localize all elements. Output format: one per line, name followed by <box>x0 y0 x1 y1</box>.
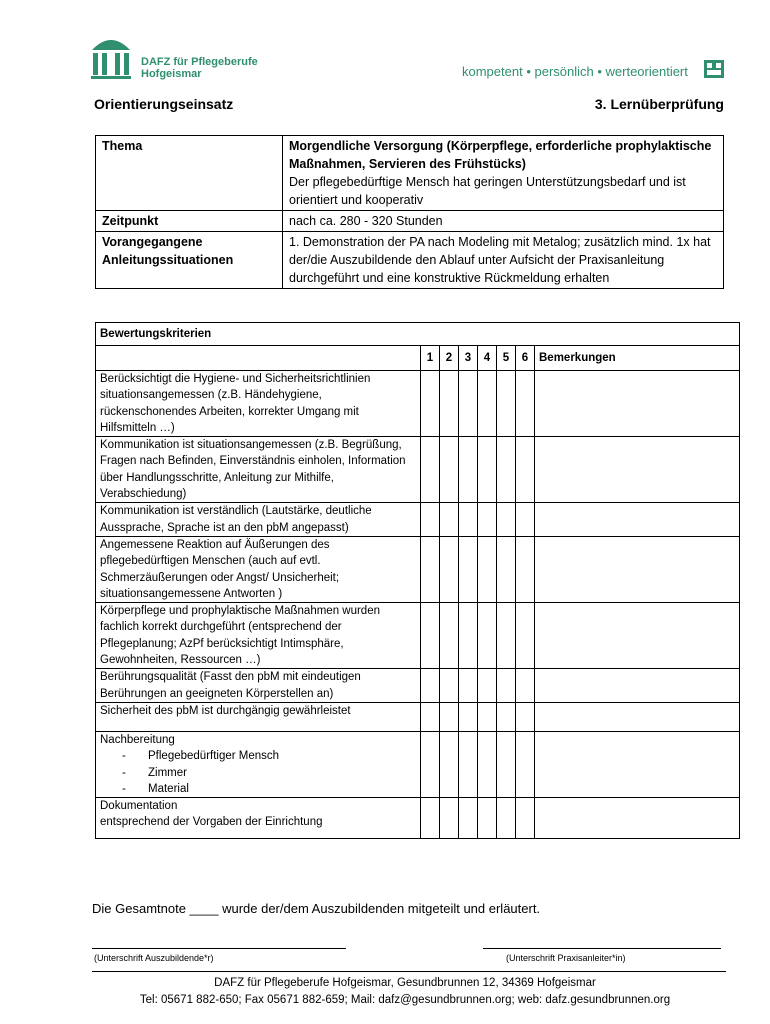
grade-cell[interactable] <box>478 603 497 669</box>
list-item: - Pflegebedürftiger Mensch <box>122 750 280 763</box>
vorher-label: Vorangegangene Anleitungssituationen <box>96 232 283 289</box>
criterion-reaktion: Angemessene Reaktion auf Äußerungen des pflegebedürftigen Menschen (auch auf evtl. Schmerzäußerungen oder Angst/ Unsicherheit; situationsangemessene Antworten ) <box>96 536 421 602</box>
grade-cell[interactable] <box>516 437 535 503</box>
table-row <box>96 371 740 437</box>
grade-cell[interactable] <box>459 536 478 602</box>
info-table <box>95 135 724 289</box>
grade-cell[interactable] <box>421 437 440 503</box>
grade-cell[interactable] <box>516 702 535 731</box>
vorher-value: 1. Demonstration der PA nach Modeling mit Metalog; zusätzlich mind. 1x hat der/die Auszubildende den Ablauf unter Aufsicht der Praxisanleitung durchgeführt und eine konstruktive Rückmeldung erhalten <box>283 232 724 289</box>
remarks-cell[interactable] <box>535 437 740 503</box>
grade-cell[interactable] <box>440 669 459 703</box>
table-row <box>96 798 740 839</box>
table-row <box>96 702 740 731</box>
criterion-kommunikation: Kommunikation ist situationsangemessen (z.B. Begrüßung, Fragen nach Befinden, Einverständnis einholen, Information über Handlungsschritte, Anleitung zur Mithilfe, Verabschiedung) <box>96 437 421 503</box>
nachbereitung-item-2: Zimmer <box>148 766 187 779</box>
logo-line-2: Hofgeismar <box>141 68 202 80</box>
columns-building-logo <box>90 34 132 80</box>
grade-cell[interactable] <box>459 603 478 669</box>
grade-cell[interactable] <box>440 731 459 797</box>
remarks-cell[interactable] <box>535 702 740 731</box>
criterion-verstaendlich: Kommunikation ist verständlich (Lautstärke, deutliche Aussprache, Sprache ist an den pbM angepasst) <box>96 503 421 537</box>
footer-divider <box>92 971 726 972</box>
grade-cell[interactable] <box>440 798 459 839</box>
grade-cell[interactable] <box>478 669 497 703</box>
thema-value <box>283 136 724 211</box>
remarks-cell[interactable] <box>535 603 740 669</box>
grade-cell[interactable] <box>478 536 497 602</box>
grade-cell[interactable] <box>421 371 440 437</box>
test-number: 3. Lernüberprüfung <box>594 96 724 112</box>
building-icon <box>704 60 724 78</box>
grade-cell[interactable] <box>421 536 440 602</box>
criterion-hygiene: Berücksichtigt die Hygiene- und Sicherheitsrichtlinien situationsangemessen (z.B. Händehygiene, rückenschonendes Arbeiten, korrekter Umgang mit Hilfsmitteln …) <box>96 371 421 437</box>
grade-cell[interactable] <box>478 798 497 839</box>
criterion-dokumentation <box>96 798 421 839</box>
grade-cell[interactable] <box>440 503 459 537</box>
logo-line-1: DAFZ für Pflegeberufe <box>141 56 258 68</box>
footer-contact: Tel: 05671 882-650; Fax 05671 882-659; Mail: dafz@gesundbrunnen.org; web: dafz.gesundbrunnen.org <box>139 994 671 1006</box>
nachbereitung-title: Nachbereitung <box>100 733 175 746</box>
dokumentation-text: entsprechend der Vorgaben der Einrichtung <box>100 816 323 829</box>
grade-cell[interactable] <box>478 371 497 437</box>
grade-header-6: 6 <box>516 346 535 371</box>
grade-cell[interactable] <box>478 503 497 537</box>
page-title: Orientierungseinsatz <box>94 96 234 112</box>
table-row <box>96 136 724 211</box>
criterion-nachbereitung <box>96 731 421 797</box>
grade-cell[interactable] <box>478 437 497 503</box>
criterion-sicherheit: Sicherheit des pbM ist durchgängig gewährleistet <box>96 702 421 731</box>
grade-cell[interactable] <box>459 503 478 537</box>
remarks-cell[interactable] <box>535 669 740 703</box>
grade-cell[interactable] <box>421 702 440 731</box>
grade-header-1: 1 <box>421 346 440 371</box>
grade-cell[interactable] <box>459 669 478 703</box>
grade-cell[interactable] <box>516 798 535 839</box>
grade-cell[interactable] <box>497 702 516 731</box>
grade-cell[interactable] <box>478 731 497 797</box>
thema-text: Der pflegebedürftige Mensch hat geringen Unterstützungsbedarf und ist orientiert und kooperativ <box>289 175 686 207</box>
grade-cell[interactable] <box>459 437 478 503</box>
dokumentation-title: Dokumentation <box>100 800 178 813</box>
grade-cell[interactable] <box>421 731 440 797</box>
logo-text <box>141 56 258 80</box>
grade-cell[interactable] <box>478 702 497 731</box>
table-row <box>96 669 740 703</box>
grade-cell[interactable] <box>516 669 535 703</box>
remarks-cell[interactable] <box>535 536 740 602</box>
criteria-header-cell <box>96 346 421 371</box>
list-item: - Material <box>122 782 189 795</box>
grade-cell[interactable] <box>516 536 535 602</box>
table-row <box>96 437 740 503</box>
grade-cell[interactable] <box>459 371 478 437</box>
grade-cell[interactable] <box>497 603 516 669</box>
grade-cell[interactable] <box>516 731 535 797</box>
nachbereitung-item-1: Pflegebedürftiger Mensch <box>148 750 280 763</box>
grade-cell[interactable] <box>459 798 478 839</box>
signature-label-trainee: (Unterschrift Auszubildende*r) <box>94 953 214 963</box>
table-row <box>96 503 740 537</box>
remarks-cell[interactable] <box>535 798 740 839</box>
table-row <box>96 603 740 669</box>
grade-cell[interactable] <box>440 702 459 731</box>
grade-header-2: 2 <box>440 346 459 371</box>
signature-line-trainee[interactable] <box>92 948 346 949</box>
list-item: - Zimmer <box>122 766 187 779</box>
grade-cell[interactable] <box>497 798 516 839</box>
criterion-koerperpflege: Körperpflege und prophylaktische Maßnahmen wurden fachlich korrekt durchgeführt (entsprechend der Pflegeplanung; AzPf berücksichtigt Intimsphäre, Gewohnheiten, Ressourcen …) <box>96 603 421 669</box>
table-row <box>96 211 724 232</box>
grade-cell[interactable] <box>497 437 516 503</box>
table-row <box>96 323 740 346</box>
criteria-table <box>95 322 740 839</box>
grade-header-3: 3 <box>459 346 478 371</box>
thema-bold: Morgendliche Versorgung (Körperpflege, erforderliche prophylaktische Maßnahmen, Servieren des Frühstücks) <box>289 139 712 171</box>
grade-cell[interactable] <box>516 371 535 437</box>
gesamtnote-statement: Die Gesamtnote ____ wurde der/dem Auszubildenden mitgeteilt und erläutert. <box>92 901 541 916</box>
grade-cell[interactable] <box>421 503 440 537</box>
signature-label-instructor: (Unterschrift Praxisanleiter*in) <box>506 953 626 963</box>
grade-cell[interactable] <box>421 669 440 703</box>
criteria-title: Bewertungskriterien <box>96 323 740 346</box>
grade-cell[interactable] <box>421 603 440 669</box>
criterion-beruehrung: Berührungsqualität (Fasst den pbM mit eindeutigen Berührungen an geeigneten Körperstellen an) <box>96 669 421 703</box>
zeitpunkt-value: nach ca. 280 - 320 Stunden <box>283 211 724 232</box>
grade-cell[interactable] <box>516 503 535 537</box>
signature-line-instructor[interactable] <box>483 948 721 949</box>
grade-cell[interactable] <box>440 371 459 437</box>
table-row <box>96 232 724 289</box>
table-row <box>96 731 740 797</box>
grade-cell[interactable] <box>516 603 535 669</box>
remarks-cell[interactable] <box>535 371 740 437</box>
grade-header-4: 4 <box>478 346 497 371</box>
grade-cell[interactable] <box>421 798 440 839</box>
grade-cell[interactable] <box>497 669 516 703</box>
nachbereitung-item-3: Material <box>148 782 189 795</box>
grade-cell[interactable] <box>497 503 516 537</box>
grade-header-row <box>96 346 740 371</box>
table-row <box>96 536 740 602</box>
zeitpunkt-label: Zeitpunkt <box>96 211 283 232</box>
grade-cell[interactable] <box>497 731 516 797</box>
tagline: kompetent • persönlich • werteorientiert <box>462 64 688 79</box>
grade-cell[interactable] <box>497 371 516 437</box>
grade-cell[interactable] <box>459 731 478 797</box>
remarks-cell[interactable] <box>535 731 740 797</box>
grade-cell[interactable] <box>440 603 459 669</box>
grade-header-5: 5 <box>497 346 516 371</box>
footer-address: DAFZ für Pflegeberufe Hofgeismar, Gesundbrunnen 12, 34369 Hofgeismar <box>214 977 596 989</box>
remarks-cell[interactable] <box>535 503 740 537</box>
grade-cell[interactable] <box>459 702 478 731</box>
thema-label: Thema <box>96 136 283 211</box>
grade-cell[interactable] <box>440 536 459 602</box>
grade-cell[interactable] <box>497 536 516 602</box>
grade-cell[interactable] <box>440 437 459 503</box>
remarks-header: Bemerkungen <box>535 346 740 371</box>
